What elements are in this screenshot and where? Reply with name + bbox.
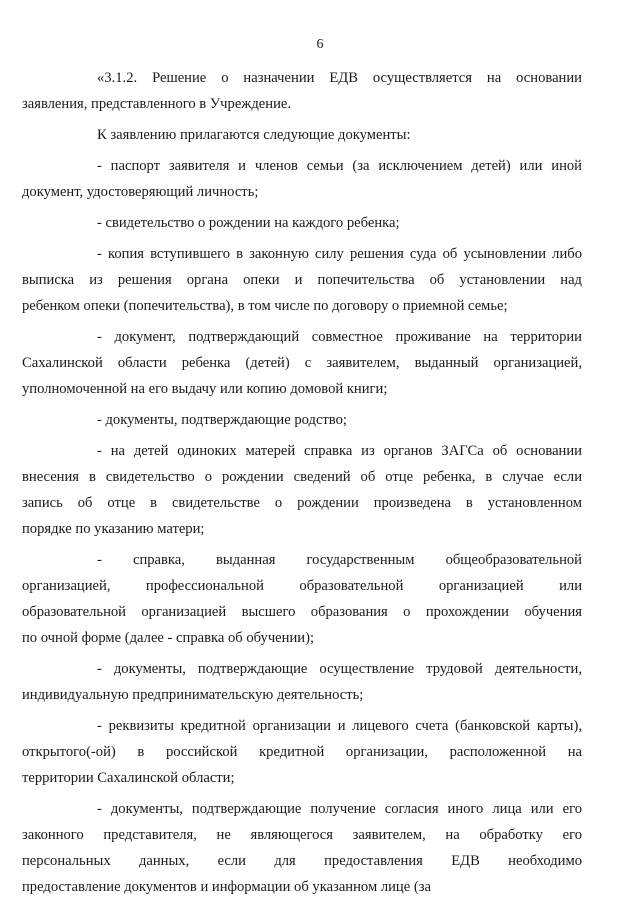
paragraph: [22, 324, 582, 402]
paragraph-first-line: - документы, подтверждающие родство;: [97, 412, 347, 428]
paragraph-first-line: - документы, подтверждающие получение согласия иного лица или его: [97, 801, 582, 817]
paragraph-line: уполномоченной на его выдачу или копию домовой книги;: [22, 381, 388, 397]
paragraph-first-line: - свидетельство о рождении на каждого ребенка;: [97, 215, 400, 231]
paragraph-line: Сахалинской области ребенка (детей) с заявителем, выданный организацией,: [22, 355, 582, 371]
paragraph-line: внесения в свидетельство о рождении сведений об отце ребенка, в случае если: [22, 469, 582, 485]
paragraph: [22, 438, 582, 542]
paragraph-first-line: - паспорт заявителя и членов семьи (за исключением детей) или иной: [97, 158, 582, 174]
paragraph-line: открытого(-ой) в российской кредитной организации, расположенной на: [22, 744, 582, 760]
paragraph-line: заявления, представленного в Учреждение.: [22, 96, 292, 112]
paragraph-line: порядке по указанию матери;: [22, 521, 205, 537]
paragraph-first-line: - реквизиты кредитной организации и лицевого счета (банковской карты),: [97, 718, 582, 734]
paragraph-first-line: - копия вступившего в законную силу решения суда об усыновлении либо: [97, 246, 582, 262]
paragraph-first-line: «3.1.2. Решение о назначении ЕДВ осуществляется на основании: [97, 70, 582, 86]
paragraph: [97, 122, 582, 148]
paragraph: [22, 796, 582, 900]
paragraph-line: выписка из решения органа опеки и попечительства об установлении над: [22, 272, 582, 288]
paragraph-line: образовательной организацией высшего образования о прохождении обучения: [22, 604, 582, 620]
paragraph: [22, 656, 582, 708]
paragraph-line: персональных данных, если для предоставления ЕДВ необходимо: [22, 853, 582, 869]
paragraph-line: документ, удостоверяющий личность;: [22, 184, 259, 200]
paragraph: [22, 547, 582, 651]
paragraph-line: законного представителя, не являющегося заявителем, на обработку его: [22, 827, 582, 843]
paragraph: [22, 713, 582, 791]
paragraph-line: организацией, профессиональной образовательной организацией или: [22, 578, 582, 594]
page-number: 6: [316, 37, 324, 52]
paragraph-line: предоставление документов и информации об указанном лице (за: [22, 879, 431, 895]
paragraph: [22, 65, 582, 117]
paragraph: [97, 210, 582, 236]
paragraph-line: по очной форме (далее - справка об обучении);: [22, 630, 314, 646]
paragraph: [22, 153, 582, 205]
paragraph-first-line: - документы, подтверждающие осуществление трудовой деятельности,: [97, 661, 582, 677]
document-body: [22, 65, 582, 905]
paragraph-first-line: - справка, выданная государственным общеобразовательной: [97, 552, 582, 568]
paragraph-line: индивидуальную предпринимательскую деятельность;: [22, 687, 364, 703]
paragraph-first-line: - документ, подтверждающий совместное проживание на территории: [97, 329, 582, 345]
paragraph-first-line: К заявлению прилагаются следующие документы:: [97, 127, 411, 143]
paragraph: [22, 241, 582, 319]
paragraph: [97, 407, 582, 433]
paragraph-line: запись об отце в свидетельстве о рождении произведена в установленном: [22, 495, 582, 511]
paragraph-line: ребенком опеки (попечительства), в том числе по договору о приемной семье;: [22, 298, 508, 314]
paragraph-first-line: - на детей одиноких матерей справка из органов ЗАГСа об основании: [97, 443, 582, 459]
paragraph-line: территории Сахалинской области;: [22, 770, 235, 786]
